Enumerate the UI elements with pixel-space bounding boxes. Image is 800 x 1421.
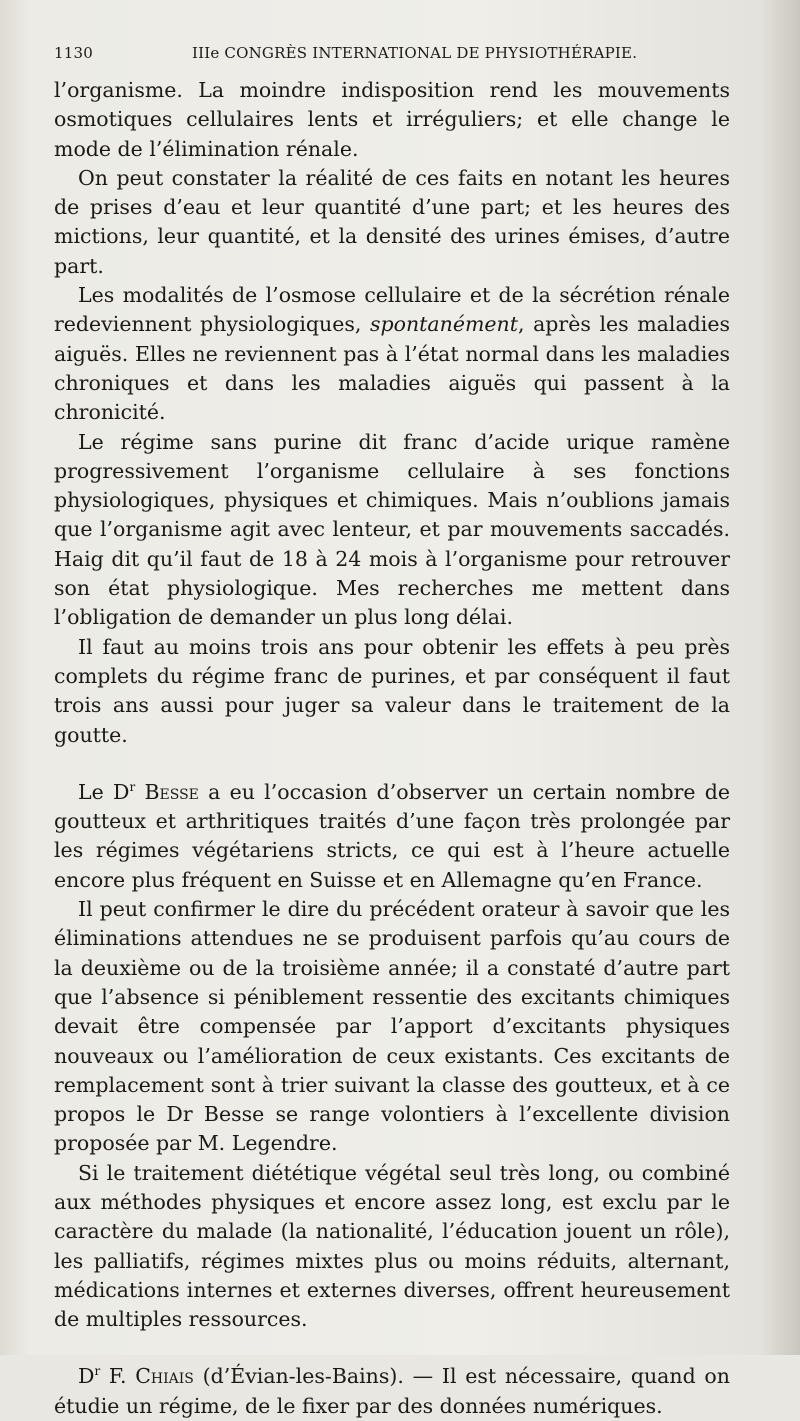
paragraph-1: l’organisme. La moindre indisposition rend les mouvements osmotiques cellulaires lents et irréguliers; et elle change le mode de l’élimination rénale. bbox=[54, 78, 730, 161]
paragraph-5: Il faut au moins trois ans pour obtenir les effets à peu près complets du régime franc de purines, et par conséquent il faut trois ans aussi pour juger sa valeur dans le traitement de la goutte. bbox=[54, 634, 730, 747]
paragraph-chiais bbox=[54, 1362, 730, 1421]
paragraph-8: Si le traitement diététique végétal seul très long, ou combiné aux méthodes physiques et encore assez long, est exclu par le caractère du malade (la nationalité, l’éducation jouent un rôle), les palliatifs, régimes mixtes plus ou moins réduits, alternant, médications internes et externes diverses, offrent heureusement de multiples ressources. bbox=[54, 1160, 730, 1332]
speaker-title: Le D bbox=[78, 779, 130, 804]
emphasis-spontanement: spontanément bbox=[369, 312, 518, 337]
paragraph-4: Le régime sans purine dit franc d’acide urique ramène progressivement l’organisme cellulaire à ses fonctions physiologiques, physiques et chimiques. Mais n’oublions jamais que l’organisme agit avec lenteur, et par mouvements saccadés. Haig dit qu’il faut de 18 à 24 mois à l’organisme pour retrouver son état physiologique. Mes recherches me mettent dans l’obligation de demander un plus long délai. bbox=[54, 429, 730, 630]
paragraph-chiais-text: (d’Évian-les-Bains). — Il est nécessaire, quand on étudie un régime, de le fixer par des données numériques. bbox=[54, 1364, 730, 1418]
body-text bbox=[54, 76, 730, 1421]
speaker-name-chiais: F. Chiais bbox=[100, 1364, 194, 1389]
speaker-title-2: D bbox=[78, 1364, 95, 1389]
speaker-title-2-sup: r bbox=[94, 1364, 101, 1379]
speaker-name-besse: Besse bbox=[144, 779, 199, 804]
paragraph-7: Il peut confirmer le dire du précédent orateur à savoir que les éliminations attendues ne se produisent parfois qu’au cours de la deuxième ou de la troisième année; il a constaté d’autre part que l’absence si péniblement ressentie des excitants chimiques devait être compensée par l’apport d’excitants physiques nouveaux ou l’amélioration de ceux existants. Ces excitants de remplacement sont à trier suivant la classe des goutteux, et à ce propos le Dr Besse se range volontiers à l’excellente division proposée par M. Legendre. bbox=[54, 897, 730, 1156]
paragraph-2: On peut constater la réalité de ces faits en notant les heures de prises d’eau et leur quantité d’une part; et les heures des mictions, leur quantité, et la densité des urines émises, d’autre part. bbox=[54, 165, 730, 278]
paragraph-3 bbox=[54, 281, 730, 427]
speaker-title-sup: r bbox=[129, 780, 136, 794]
paragraph-besse bbox=[54, 778, 730, 895]
paragraph-3-before: Les modalités de l’osmose cellulaire et de la sécrétion rénale redeviennent physiologiques, bbox=[54, 283, 730, 337]
paragraph-besse-text: a eu l’occasion d’observer un certain nombre de goutteux et arthritiques traités d’une façon très prolongée par les régimes végétariens stricts, ce qui est à l’heure actuelle encore plus fréquent en Suisse et en Allemagne qu’en France. bbox=[54, 779, 730, 892]
page-number: 1130 bbox=[54, 44, 93, 62]
running-title: IIIe CONGRÈS INTERNATIONAL DE PHYSIOTHÉRAPIE. bbox=[192, 44, 638, 62]
paragraph-3-after: , après les maladies aiguës. Elles ne reviennent pas à l’état normal dans les maladies chroniques et dans les maladies aiguës qui passent à la chronicité. bbox=[54, 312, 730, 425]
